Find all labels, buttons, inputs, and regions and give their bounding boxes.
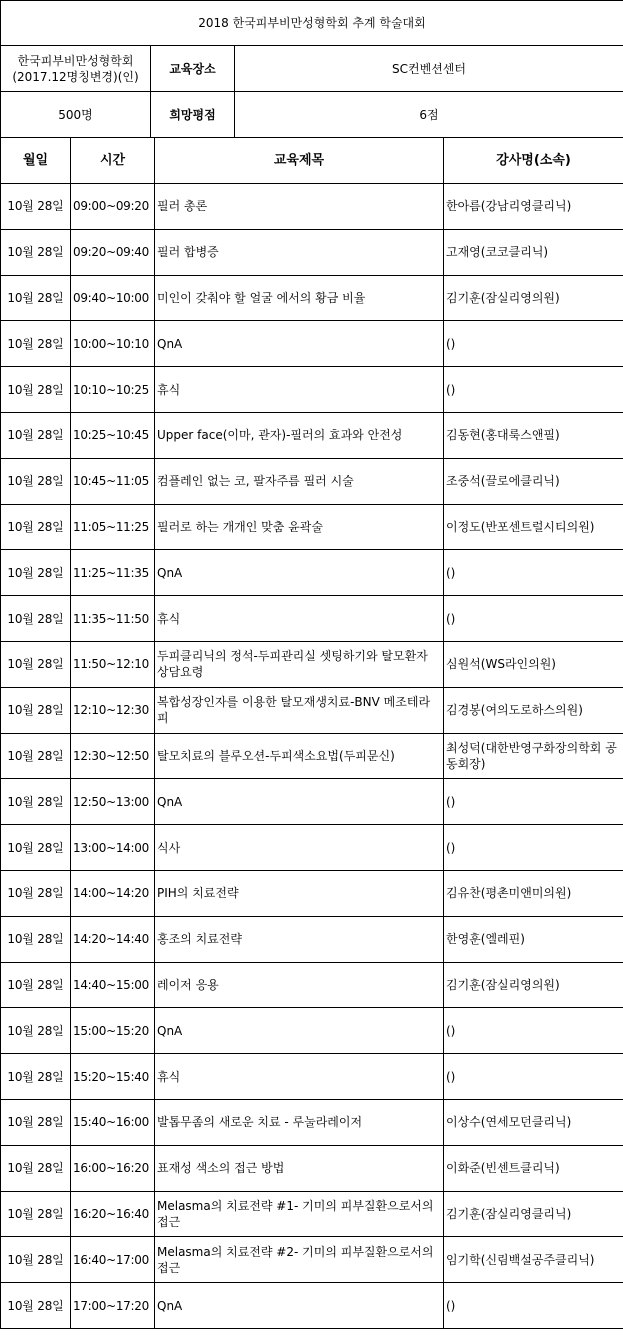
row-time: 10:00~10:10: [71, 321, 155, 367]
table-row: [1, 1008, 623, 1054]
row-speaker: 김경봉(여의도로하스의원): [444, 687, 623, 733]
document-title: 2018 한국피부비만성형학회 추계 학술대회: [1, 1, 623, 46]
table-row: [1, 596, 623, 642]
header-speaker: 강사명(소속): [444, 138, 623, 184]
row-title: 식사: [155, 825, 444, 871]
row-date: 10월 28일: [1, 1054, 71, 1100]
row-time: 14:00~14:20: [71, 870, 155, 916]
row-speaker: (): [444, 1054, 623, 1100]
row-title: 컴플레인 없는 코, 팔자주름 필러 시술: [155, 458, 444, 504]
row-title: QnA: [155, 550, 444, 596]
row-title: PIH의 치료전략: [155, 870, 444, 916]
row-speaker: (): [444, 367, 623, 413]
table-row: [1, 367, 623, 413]
table-row: [1, 550, 623, 596]
row-time: 11:05~11:25: [71, 504, 155, 550]
table-row: [1, 1237, 623, 1283]
row-date: 10월 28일: [1, 779, 71, 825]
row-date: 10월 28일: [1, 504, 71, 550]
row-speaker: 한아름(강남리영클리닉): [444, 184, 623, 230]
row-time: 09:40~10:00: [71, 275, 155, 321]
table-row: [1, 321, 623, 367]
table-row: [1, 229, 623, 275]
row-speaker: 고재영(코코클리닉): [444, 229, 623, 275]
row-date: 10월 28일: [1, 229, 71, 275]
row-date: 10월 28일: [1, 641, 71, 687]
row-title: 필러로 하는 개개인 맞춤 윤곽술: [155, 504, 444, 550]
row-time: 12:30~12:50: [71, 733, 155, 779]
row-speaker: 김기훈(잠실리영의원): [444, 962, 623, 1008]
row-date: 10월 28일: [1, 870, 71, 916]
row-speaker: 김기훈(잠실리영클리닉): [444, 1191, 623, 1237]
table-row: [1, 458, 623, 504]
row-date: 10월 28일: [1, 1191, 71, 1237]
row-title: 미인이 갖춰야 할 얼굴 에서의 황금 비율: [155, 275, 444, 321]
header-time: 시간: [71, 138, 155, 184]
row-speaker: (): [444, 779, 623, 825]
row-title: 휴식: [155, 367, 444, 413]
row-time: 15:20~15:40: [71, 1054, 155, 1100]
row-title: QnA: [155, 321, 444, 367]
row-time: 14:20~14:40: [71, 916, 155, 962]
header-title: 교육제목: [155, 138, 444, 184]
row-time: 16:20~16:40: [71, 1191, 155, 1237]
row-title: Melasma의 치료전략 #1- 기미의 피부질환으로서의 접근: [155, 1191, 444, 1237]
row-speaker: 최성덕(대한반영구화장의학회 공동회장): [444, 733, 623, 779]
table-row: [1, 184, 623, 230]
row-title: 발톱무좀의 새로운 치료 - 루눌라레이저: [155, 1099, 444, 1145]
row-time: 09:00~09:20: [71, 184, 155, 230]
row-speaker: (): [444, 825, 623, 871]
row-speaker: 심원석(WS라인의원): [444, 641, 623, 687]
row-speaker: 이상수(연세모던클리닉): [444, 1099, 623, 1145]
row-speaker: 임기학(신림백설공주클리닉): [444, 1237, 623, 1283]
row-title: 휴식: [155, 596, 444, 642]
row-date: 10월 28일: [1, 367, 71, 413]
table-row: [1, 275, 623, 321]
table-row: [1, 1283, 623, 1329]
row-date: 10월 28일: [1, 1283, 71, 1329]
row-title: 필러 합병증: [155, 229, 444, 275]
row-title: 필러 총론: [155, 184, 444, 230]
row-title: QnA: [155, 1008, 444, 1054]
row-time: 17:00~17:20: [71, 1283, 155, 1329]
table-row: [1, 870, 623, 916]
row-date: 10월 28일: [1, 687, 71, 733]
table-row: [1, 641, 623, 687]
row-date: 10월 28일: [1, 275, 71, 321]
row-title: 복합성장인자를 이용한 탈모재생치료-BNV 메조테라피: [155, 687, 444, 733]
table-row: [1, 962, 623, 1008]
capacity-value: 500명: [1, 92, 151, 138]
row-date: 10월 28일: [1, 733, 71, 779]
row-time: 10:45~11:05: [71, 458, 155, 504]
score-value: 6점: [235, 92, 623, 138]
row-title: QnA: [155, 779, 444, 825]
table-row: [1, 1145, 623, 1191]
row-date: 10월 28일: [1, 825, 71, 871]
row-time: 15:40~16:00: [71, 1099, 155, 1145]
row-time: 12:50~13:00: [71, 779, 155, 825]
row-speaker: 한영훈(엘레핀): [444, 916, 623, 962]
row-title: QnA: [155, 1283, 444, 1329]
row-date: 10월 28일: [1, 184, 71, 230]
table-row: [1, 779, 623, 825]
row-date: 10월 28일: [1, 916, 71, 962]
row-date: 10월 28일: [1, 550, 71, 596]
table-row: [1, 916, 623, 962]
row-date: 10월 28일: [1, 1145, 71, 1191]
row-time: 16:00~16:20: [71, 1145, 155, 1191]
row-speaker: (): [444, 1008, 623, 1054]
row-time: 13:00~14:00: [71, 825, 155, 871]
row-title: 레이저 응용: [155, 962, 444, 1008]
table-row: [1, 1054, 623, 1100]
row-date: 10월 28일: [1, 1237, 71, 1283]
row-time: 10:25~10:45: [71, 412, 155, 458]
row-title: 탈모치료의 블루오션-두피색소요법(두피문신): [155, 733, 444, 779]
row-speaker: (): [444, 1283, 623, 1329]
schedule-header-row: [1, 138, 623, 184]
row-title: 두피클리닉의 정석-두피관리실 셋팅하기와 탈모환자 상담요령: [155, 641, 444, 687]
row-time: 11:50~12:10: [71, 641, 155, 687]
row-title: 휴식: [155, 1054, 444, 1100]
row-time: 16:40~17:00: [71, 1237, 155, 1283]
row-title: 홍조의 치료전략: [155, 916, 444, 962]
venue-value: SC컨벤션센터: [235, 46, 623, 92]
row-title: Upper face(이마, 관자)-필러의 효과와 안전성: [155, 412, 444, 458]
society-name: 한국피부비만성형학회 (2017.12명칭변경)(인): [1, 46, 151, 92]
row-date: 10월 28일: [1, 1099, 71, 1145]
row-speaker: (): [444, 321, 623, 367]
row-time: 09:20~09:40: [71, 229, 155, 275]
row-speaker: 조중석(끌로에클리닉): [444, 458, 623, 504]
row-speaker: 김유찬(평촌미앤미의원): [444, 870, 623, 916]
row-title: Melasma의 치료전략 #2- 기미의 피부질환으로서의 접근: [155, 1237, 444, 1283]
table-row: [1, 504, 623, 550]
info-table: [0, 0, 623, 138]
row-time: 12:10~12:30: [71, 687, 155, 733]
row-speaker: 김기훈(잠실리영의원): [444, 275, 623, 321]
row-date: 10월 28일: [1, 412, 71, 458]
table-row: [1, 825, 623, 871]
table-row: [1, 412, 623, 458]
table-row: [1, 1099, 623, 1145]
row-speaker: 김동현(홍대룩스앤필): [444, 412, 623, 458]
row-time: 11:35~11:50: [71, 596, 155, 642]
row-time: 15:00~15:20: [71, 1008, 155, 1054]
row-time: 11:25~11:35: [71, 550, 155, 596]
row-date: 10월 28일: [1, 458, 71, 504]
row-time: 14:40~15:00: [71, 962, 155, 1008]
row-date: 10월 28일: [1, 1008, 71, 1054]
row-date: 10월 28일: [1, 596, 71, 642]
row-speaker: (): [444, 596, 623, 642]
header-date: 월일: [1, 138, 71, 184]
table-row: [1, 1191, 623, 1237]
table-row: [1, 687, 623, 733]
row-title: 표재성 색소의 접근 방법: [155, 1145, 444, 1191]
venue-label: 교육장소: [151, 46, 235, 92]
row-speaker: 이화준(빈센트클리닉): [444, 1145, 623, 1191]
table-row: [1, 733, 623, 779]
row-date: 10월 28일: [1, 321, 71, 367]
score-label: 희망평점: [151, 92, 235, 138]
schedule-table: [0, 137, 623, 1329]
row-speaker: 이정도(반포센트럴시티의원): [444, 504, 623, 550]
row-time: 10:10~10:25: [71, 367, 155, 413]
row-speaker: (): [444, 550, 623, 596]
row-date: 10월 28일: [1, 962, 71, 1008]
